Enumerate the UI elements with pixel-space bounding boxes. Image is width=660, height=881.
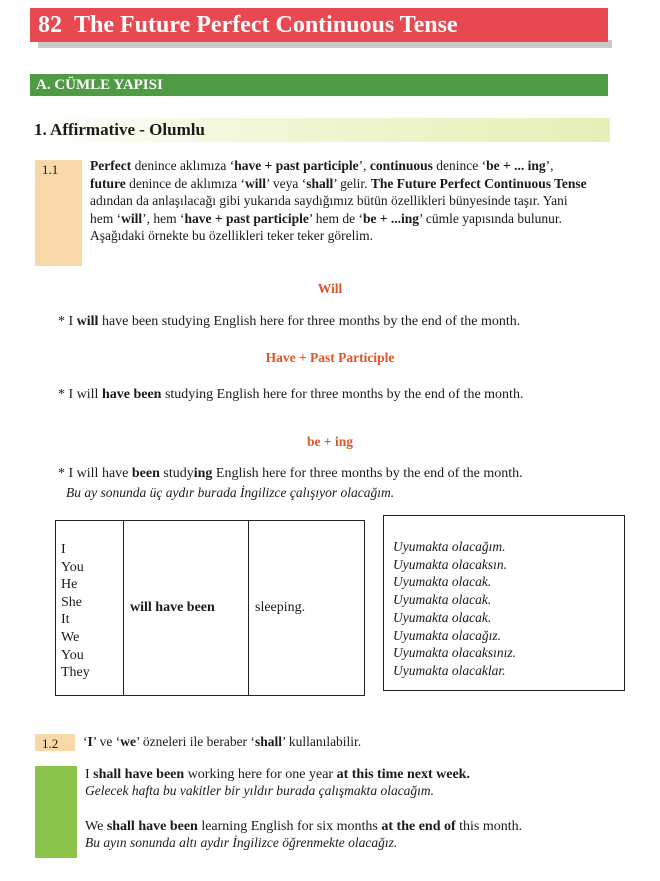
text-run: We <box>85 819 107 834</box>
bold-text: I <box>87 734 93 749</box>
verb-text: sleeping. <box>255 600 306 615</box>
conjugation-table <box>55 520 365 696</box>
text-run: ’ gelir. <box>333 175 371 191</box>
example-be-ing <box>58 465 638 483</box>
bold-text: shall <box>254 734 282 749</box>
text-run: English here for three months by the end of the month. <box>212 466 523 481</box>
translation-line: Uyumakta olacak. <box>393 592 492 608</box>
text-run: ’, hem ‘ <box>142 210 185 226</box>
bold-text: have + past participle <box>234 158 359 173</box>
section-title: A. CÜMLE YAPISI <box>30 74 608 96</box>
text-run: working here for one year <box>184 767 337 782</box>
bold-text: have been <box>101 387 162 402</box>
translation-line: Uyumakta olacaksın. <box>393 556 507 572</box>
bold-text: Perfect <box>90 158 132 173</box>
rule-tag-1-1 <box>35 160 82 266</box>
translation-line: Uyumakta olacaklar. <box>393 662 506 678</box>
translation-line: Uyumakta olacak. <box>393 574 492 590</box>
chapter-title: The Future Perfect Continuous Tense <box>74 12 458 38</box>
pronoun: You <box>61 559 84 575</box>
aux-text: will have been <box>130 600 215 615</box>
label-have-past-participle: Have + Past Participle <box>265 350 395 365</box>
text-run: * I <box>58 314 77 329</box>
text-run: denince ‘ <box>432 158 487 173</box>
subsection-title: 1. Affirmative - Olumlu <box>30 118 610 142</box>
rule-tag-label: 1.2 <box>42 736 59 751</box>
bold-text: will <box>76 314 99 329</box>
text-run: study <box>159 466 194 481</box>
pronoun: We <box>61 629 80 645</box>
example-marker <box>35 766 77 858</box>
text-run: adından da anlaşılacağı gibi yukarıda saydığımız bütün özellikleri bünyesinde taşır. Yani hem ‘ <box>90 193 568 226</box>
bold-text: be + ... ing <box>486 158 546 173</box>
text-run: ‘ <box>83 734 88 749</box>
text-run: ’, <box>545 158 554 173</box>
verb-column <box>249 521 365 696</box>
text-run: studying English here for three months by the end of the month. <box>161 387 524 402</box>
bold-text: we <box>120 734 136 749</box>
text-run: denince aklımıza ‘ <box>131 158 235 173</box>
bold-text: been <box>131 466 160 481</box>
label-will: Will <box>317 281 343 296</box>
bold-text: shall have been <box>93 767 185 782</box>
text-run: * I will <box>58 387 102 402</box>
bold-text: will <box>121 210 143 226</box>
bold-text: be + ...ing <box>362 210 420 226</box>
bold-text: future <box>90 175 126 191</box>
pronoun: He <box>61 577 78 593</box>
bold-text: will <box>244 175 266 191</box>
bold-text: ing <box>193 466 213 481</box>
translation-line: Uyumakta olacağım. <box>393 539 506 554</box>
translation-line: Uyumakta olacak. <box>393 609 492 625</box>
pronoun: You <box>61 647 84 663</box>
translation-box <box>383 515 625 691</box>
example-shall-2-translation: Bu ayın sonunda altı aydır İngilizce öğrenmekte olacağız. <box>85 835 398 850</box>
text-run: denince de aklımıza ‘ <box>125 175 245 191</box>
text-run: ’ veya ‘ <box>265 175 307 191</box>
text-run: learning English for six months <box>197 819 382 834</box>
translation-line: Uyumakta olacaksınız. <box>393 645 516 661</box>
text-run: * I will have <box>58 466 132 481</box>
rule-1-2-text <box>83 733 603 751</box>
example-be-ing-translation: Bu ay sonunda üç aydır burada İngilizce çalışıyor olacağım. <box>66 485 395 500</box>
text-run: have been studying English here for three months by the end of the month. <box>98 314 521 329</box>
bold-text: at this time next week. <box>336 767 470 782</box>
text-run: ’, <box>358 158 370 173</box>
rule-1-1-text <box>90 157 590 245</box>
text-run: ’ cümle yapısında bulunur. Aşağıdaki örnekte bu özellikleri teker teker görelim. <box>90 210 562 243</box>
pronoun: It <box>61 612 70 628</box>
aux-column <box>124 521 249 696</box>
rule-tag-1-2 <box>35 734 75 751</box>
bold-text: shall have been <box>106 819 198 834</box>
translation-line: Uyumakta olacağız. <box>393 627 501 643</box>
text-run: ’ hem de ‘ <box>308 210 363 226</box>
pronoun: They <box>61 665 90 681</box>
bold-text: at the end of <box>381 819 456 834</box>
pronoun: I <box>61 542 66 557</box>
bold-text: continuous <box>369 158 433 173</box>
pronoun-column <box>56 521 124 696</box>
bold-text: The Future Perfect Continuous Tense <box>370 175 587 191</box>
example-shall-1-translation: Gelecek hafta bu vakitler bir yıldır burada çalışmakta olacağım. <box>85 783 435 798</box>
pronoun: She <box>61 594 82 610</box>
text-run: I <box>85 767 94 782</box>
text-run: ’ kullanılabilir. <box>281 734 362 749</box>
rule-tag-label: 1.1 <box>42 162 59 177</box>
example-have-been <box>58 385 528 405</box>
text-run: ’ ve ‘ <box>92 734 121 749</box>
chapter-title-bar <box>30 8 608 42</box>
label-be-ing: be + ing <box>307 434 353 449</box>
chapter-number: 82 <box>38 12 62 38</box>
bold-text: have + past participle <box>184 210 309 226</box>
bold-text: shall <box>306 175 334 191</box>
example-will <box>58 313 618 331</box>
text-run: ’ özneleri ile beraber ‘ <box>136 734 255 749</box>
text-run: this month. <box>455 819 523 834</box>
